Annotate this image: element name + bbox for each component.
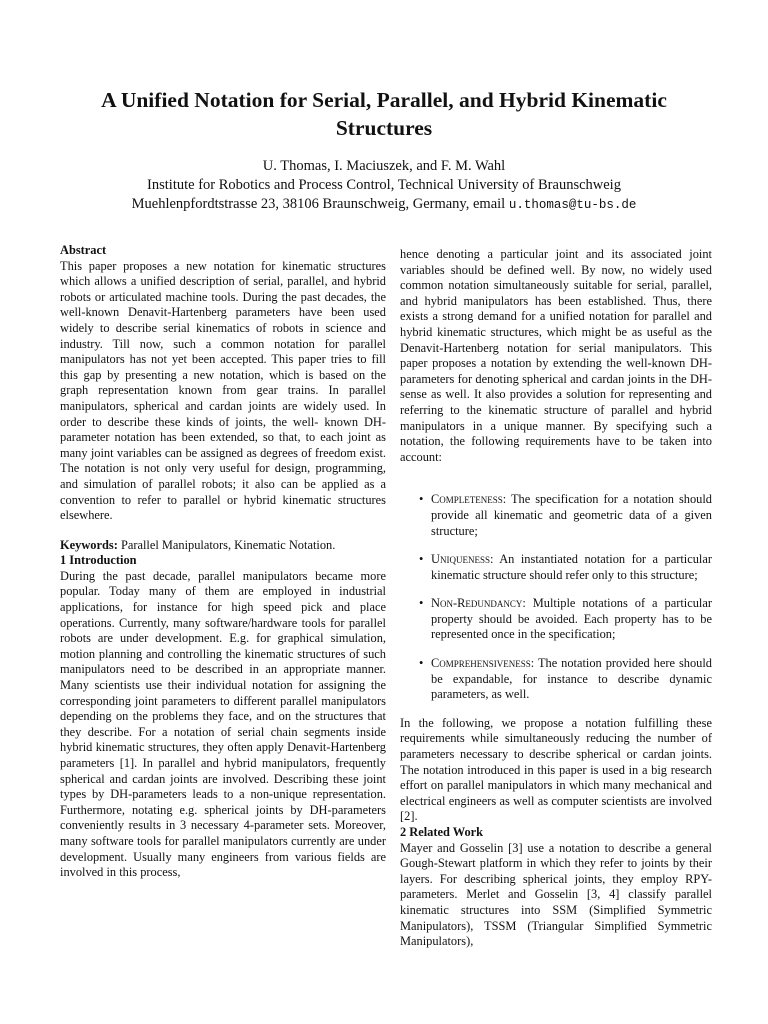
list-item: • Non-Redundancy: Multiple notations of a particular property should be avoided. Each property has to be represented once in the specification; xyxy=(419,596,712,642)
requirement-text: An instantiated notation for a particular kinematic structure should refer only to this structure; xyxy=(431,552,712,582)
requirement-text: The notation provided here should be expandable, for instance to describe dynamic parameters, as well. xyxy=(431,656,712,702)
address-line xyxy=(40,195,728,215)
byline xyxy=(40,157,728,215)
intro-paragraph-1: During the past decade, parallel manipulators became more popular. Today many of them are employed in industrial applications, for instance for high speed pick and place operations. Currently, many software/hardware tools for parallel robots are under development. E.g. for graphical simulation, motion planning and controlling the kinematic structures of such manipulators need to be described in an appropriate manner. Many scientists use their individual notation for assigning the corresponding joint parameters to different parallel manipulators depending on the problems they face, and on the structures that they describe. For a notation of serial chain segments inside hybrid kinematic structures, they often apply Denavit-Hartenberg parameters [1]. In parallel and hybrid manipulators, frequently spherical and cardan joints are involved. Describing these joint types by DH-parameters leads to a non-unique representation. Furthermore, notating e.g. spherical joints by DH-parameters conveniently results in 3 necessary 4-parameter sets. Moreover, many software tools for parallel manipulators currently are under development. Usually many engineers from various fields are involved in this process, xyxy=(60,568,386,880)
left-column xyxy=(60,243,386,881)
keywords xyxy=(60,538,386,554)
intro-heading: 1 Introduction xyxy=(60,553,137,568)
requirement-term: Comprehensiveness: xyxy=(431,656,535,671)
list-item: • Completeness: The specification for a notation should provide all kinematic and geometric data of a given structure; xyxy=(419,492,712,538)
keywords-text: Parallel Manipulators, Kinematic Notation. xyxy=(120,537,336,552)
requirement-text: The specification for a notation should provide all kinematic and geometric data of a given structure; xyxy=(431,492,712,538)
paper-title: A Unified Notation for Serial, Parallel, and Hybrid Kinematic Structures xyxy=(101,88,667,140)
related-work-heading: 2 Related Work xyxy=(400,825,484,839)
keywords-label: Keywords: xyxy=(60,537,118,552)
list-item: • Uniqueness: An instantiated notation for a particular kinematic structure should refer only to this structure; xyxy=(419,552,712,582)
requirement-term: Completeness: xyxy=(431,492,507,507)
abstract-heading: Abstract xyxy=(60,243,107,257)
right-column xyxy=(400,247,712,950)
authors: U. Thomas, I. Maciuszek, and F. M. Wahl xyxy=(262,158,506,174)
intro-paragraph-2: hence denoting a particular joint and its associated joint variables should be defined well. By now, no widely used common notation simultaneously suitable for serial, parallel, and hybrid manipulators has been established. Thus, there exists a strong demand for a unified notation for parallel and hybrid kinematic structures, which might be as useful as the Denavit-Hartenberg notation for serial manipulators. This paper proposes a notation by extending the well-known DH-parameters for denoting spherical and cardan joints in the DH-sense as well. It also provides a solution for representing and referring to the kinematic structure of parallel and hybrid manipulators in a unique manner. By specifying such a notation, the following requirements have to be taken into account: xyxy=(400,247,712,464)
requirement-text: Multiple notations of a particular property should be avoided. Each property has to be represented once in the specification; xyxy=(431,596,712,642)
email-link[interactable]: u.thomas@tu-bs.de xyxy=(508,198,637,212)
requirement-term: Non-Redundancy: xyxy=(431,596,526,611)
list-item: • Comprehensiveness: The notation provided here should be expandable, for instance to describe dynamic parameters, as well. xyxy=(419,656,712,702)
abstract-text: This paper proposes a new notation for kinematic structures which allows a unified description of serial, parallel, and hybrid robots or articulated machine tools. During the past decades, the well-known Denavit-Hartenberg parameters have been used widely to describe serial kinematics of robots in science and industry. Till now, such a common notation for parallel manipulators has not yet been accepted. This paper tries to fill this gap by presenting a new notation, which is based on the graph representation known from gear trains. In parallel manipulators, spherical and cardan joints are widely used. In order to describe these kinds of joints, the well- known DH-parameter notation has been extended, so that, to each joint as many joint variables can be assigned as degrees of freedom exist. The notation is not only very useful for design, programming, and simulation of parallel robots; it also can be applied as a convention to refer to parallel or hybrid kinematic structures elsewhere. xyxy=(60,258,386,523)
affiliation: Institute for Robotics and Process Control, Technical University of Braunschweig xyxy=(147,177,621,193)
requirement-term: Uniqueness: xyxy=(431,552,494,567)
related-work-paragraph: Mayer and Gosselin [3] use a notation to describe a general Gough-Stewart platform in which they refer to joints by their layers. For describing spherical joints, they employ RPY-parameters. Merlet and Gosselin [3, 4] classify parallel kinematic structures into SSM (Simplified Symmetric Manipulators), TSSM (Triangular Simplified Symmetric Manipulators), xyxy=(400,840,712,949)
intro-paragraph-3: In the following, we propose a notation fulfilling these requirements while simultaneously reducing the number of parameters necessary to describe spherical or cardan joints. The notation introduced in this paper is used in a big research effort on parallel manipulators in which many mechanical and electrical engineers as well as computer scientists are involved [2]. xyxy=(400,715,712,824)
address: Muehlenpfordtstrasse 23, 38106 Braunschweig, Germany, email xyxy=(131,196,506,212)
requirements-list xyxy=(400,492,712,703)
